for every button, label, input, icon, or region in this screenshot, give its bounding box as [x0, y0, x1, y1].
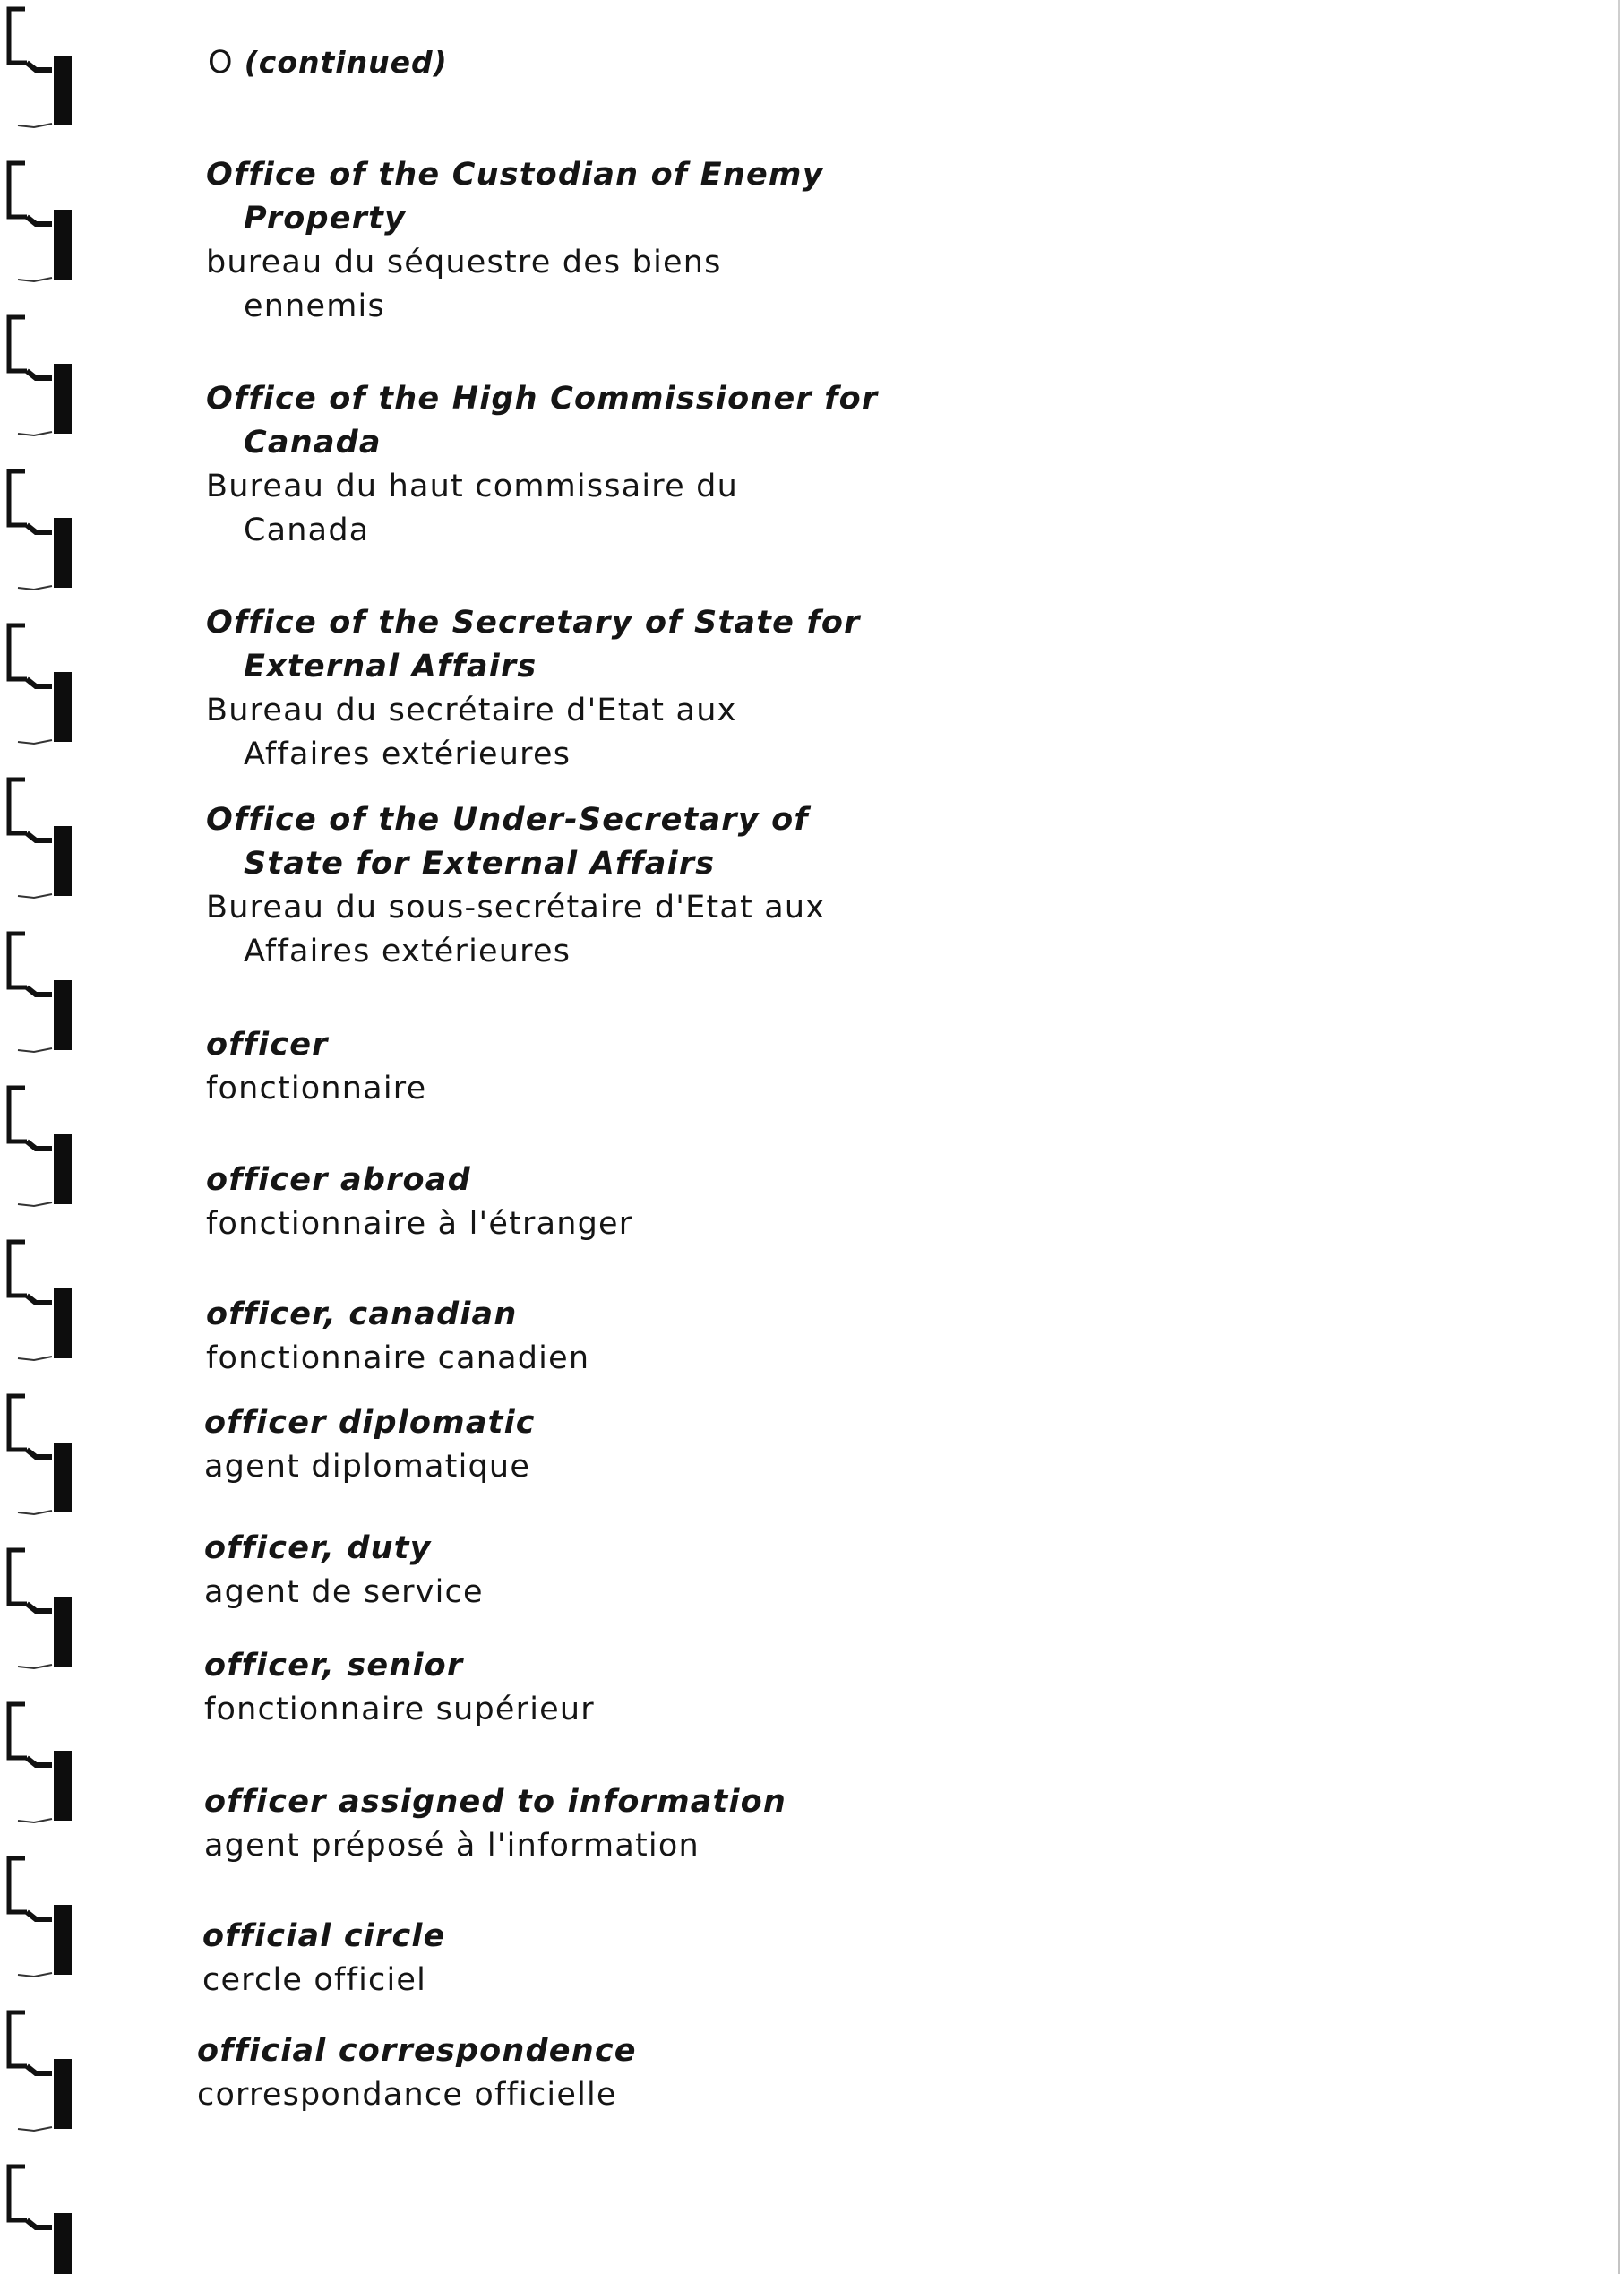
binding-ring	[9, 1550, 72, 1668]
glossary-entry	[204, 1527, 484, 1615]
page-edge-line	[1618, 0, 1620, 2274]
entry-term-en: Office of the Under-Secretary of	[206, 802, 809, 838]
entry-term-fr: fonctionnaire	[206, 1071, 427, 1107]
binding-ring	[9, 9, 72, 127]
entry-term-fr: Bureau du sous-secrétaire d'Etat aux	[206, 890, 826, 926]
entry-term-fr: fonctionnaire à l'étranger	[206, 1206, 633, 1242]
binding-ring	[9, 163, 72, 281]
entry-term-fr: agent de service	[204, 1574, 484, 1610]
entry-term-en-continued: Property	[244, 201, 407, 237]
entry-term-fr: Bureau du secrétaire d'Etat aux	[206, 693, 737, 728]
glossary-entry	[204, 1401, 536, 1489]
entry-term-fr: bureau du séquestre des biens	[206, 245, 722, 280]
glossary-entry	[206, 798, 825, 974]
glossary-entry	[206, 377, 878, 553]
binding-ring	[9, 934, 72, 1052]
entry-term-en: officer abroad	[206, 1162, 471, 1198]
binding-ring	[9, 625, 72, 744]
entry-term-fr: agent diplomatique	[204, 1449, 531, 1485]
entry-term-fr-continued: ennemis	[244, 289, 385, 324]
glossary-entry	[206, 1159, 632, 1246]
entry-term-fr: fonctionnaire canadien	[206, 1340, 590, 1376]
section-continued-note: (continued)	[244, 45, 448, 80]
glossary-entry	[204, 1644, 595, 1732]
entry-term-en: Office of the Custodian of Enemy	[206, 157, 824, 193]
glossary-entry	[202, 1915, 446, 2003]
entry-term-en-continued: External Affairs	[244, 649, 537, 685]
entry-term-en: Office of the Secretary of State for	[206, 605, 861, 641]
entry-term-en: officer, canadian	[206, 1296, 518, 1332]
binding-ring	[9, 780, 72, 898]
entry-term-en: officer	[206, 1027, 329, 1063]
binding-ring	[9, 317, 72, 435]
binding-ring	[9, 1704, 72, 1822]
entry-term-en-continued: Canada	[244, 425, 382, 461]
glossary-entry	[206, 601, 861, 777]
section-header	[208, 45, 448, 81]
binding-ring	[9, 1088, 72, 1206]
binding-ring	[9, 1396, 72, 1514]
glossary-entry	[206, 153, 824, 329]
entry-term-en: Office of the High Commissioner for	[206, 381, 879, 417]
entry-term-fr: Bureau du haut commissaire du	[206, 469, 738, 504]
binding-ring	[9, 1858, 72, 1977]
entry-term-fr-continued: Affaires extérieures	[244, 934, 571, 969]
entry-term-en-continued: State for External Affairs	[244, 846, 716, 882]
binding-ring	[9, 2012, 72, 2131]
entry-term-fr: correspondance officielle	[197, 2077, 617, 2113]
entry-term-fr-continued: Affaires extérieures	[244, 736, 571, 772]
entry-term-en: officer, duty	[204, 1530, 432, 1566]
glossary-entry	[204, 1780, 786, 1868]
entry-term-en: officer diplomatic	[204, 1405, 536, 1441]
entry-term-fr: agent préposé à l'information	[204, 1828, 700, 1864]
entry-term-fr-continued: Canada	[244, 513, 370, 548]
spiral-binding	[0, 0, 90, 2274]
entry-term-en: officer, senior	[204, 1648, 464, 1684]
binding-ring	[9, 471, 72, 590]
entry-term-fr: cercle officiel	[202, 1962, 427, 1998]
entry-term-fr: fonctionnaire supérieur	[204, 1692, 595, 1727]
glossary-entry	[206, 1293, 589, 1381]
binding-ring	[9, 2166, 72, 2274]
glossary-entry	[206, 1023, 426, 1111]
entry-term-en: official circle	[202, 1918, 446, 1954]
section-letter: O	[208, 45, 234, 81]
entry-term-en: officer assigned to information	[204, 1784, 787, 1820]
binding-ring	[9, 1242, 72, 1360]
entry-term-en: official correspondence	[197, 2033, 637, 2069]
glossary-entry	[197, 2029, 637, 2117]
